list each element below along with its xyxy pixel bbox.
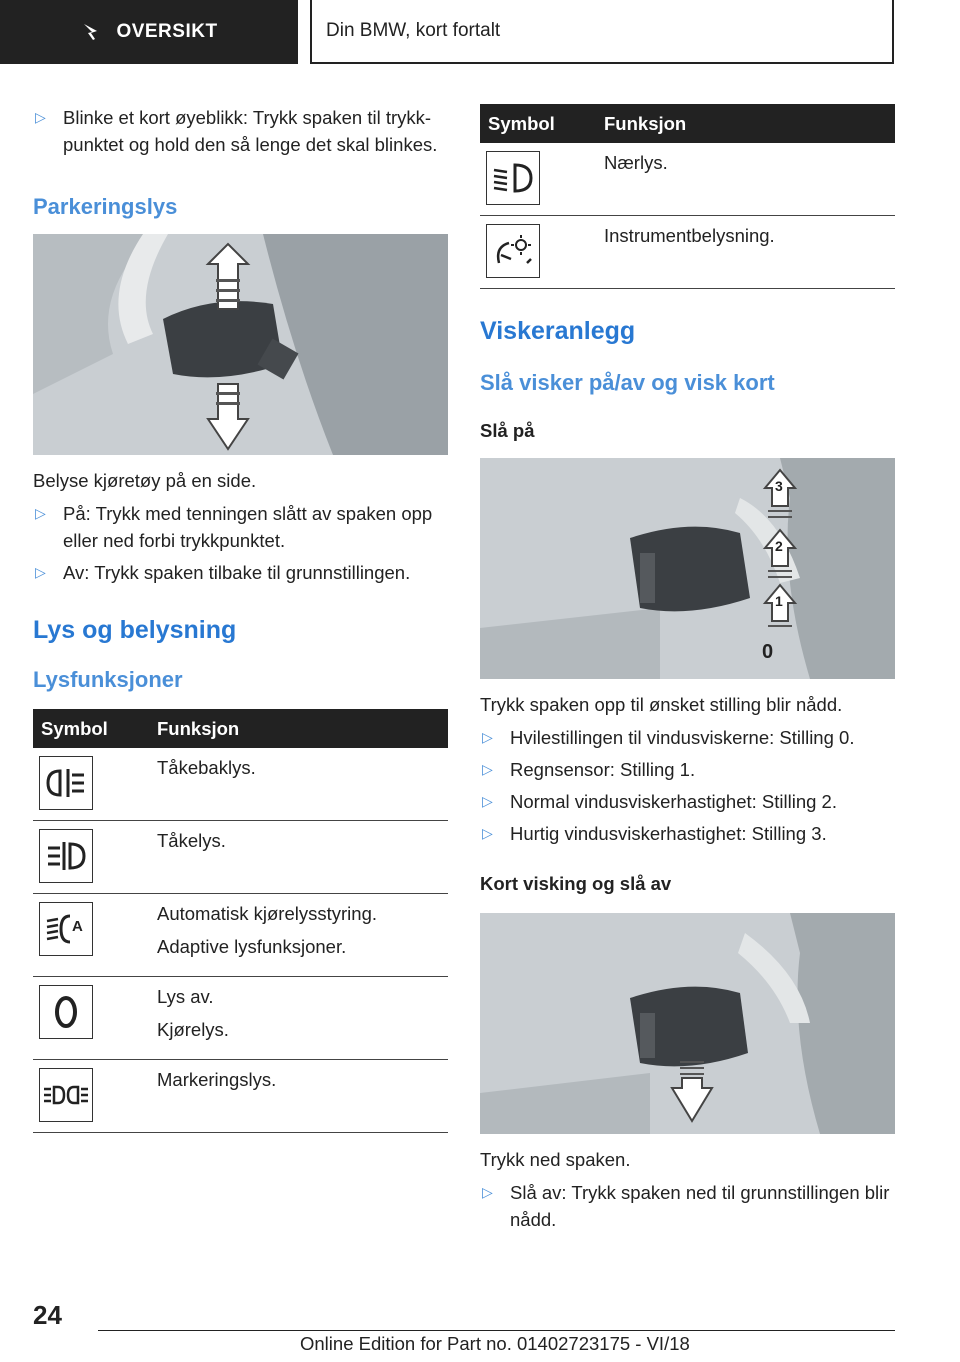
table-row (33, 748, 448, 821)
fog-light-icon (39, 829, 93, 883)
heading-short-wipe: Kort visking og slå av (480, 873, 672, 894)
list-item: ▷ Slå av: Trykk spaken ned til grunnstillingen blir nådd. (480, 1179, 895, 1233)
header-tab-label: OVERSIKT (116, 21, 218, 42)
bullet-triangle-icon: ▷ (35, 564, 46, 580)
col-function-header: Funksjon (149, 709, 448, 748)
rear-fog-light-icon (39, 756, 93, 810)
side-marker-light-icon (39, 1068, 93, 1122)
position-label-1: 1 (775, 593, 783, 609)
bullet-triangle-icon: ▷ (482, 729, 493, 745)
list-item: ▷ Av: Trykk spaken tilbake til grunnstillingen. (33, 559, 448, 586)
col-function-header: Funksjon (596, 104, 895, 143)
function-text: Kjørelys. (157, 1019, 229, 1040)
function-text: Nærlys. (604, 152, 668, 173)
subheading-light-functions: Lysfunksjoner (33, 667, 183, 692)
parking-description: Belyse kjøretøy på en side. (33, 470, 257, 491)
section-heading-parking: Parkeringslys (33, 194, 178, 219)
table-row (480, 216, 895, 289)
instrument-lighting-icon (486, 224, 540, 278)
bullet-triangle-icon: ▷ (482, 825, 493, 841)
function-text: Tåkelys. (157, 830, 226, 851)
table-row (480, 143, 895, 216)
svg-text:A: A (72, 918, 83, 935)
function-text: Tåkebaklys. (157, 757, 256, 778)
list-item: ▷ Normal vindusviskerhastighet: Stilling 2. (480, 788, 895, 815)
short-wipe-description: Trykk ned spaken. (480, 1149, 631, 1170)
col-symbol-header: Symbol (480, 104, 596, 143)
section-heading-lights: Lys og belysning (33, 616, 237, 644)
list-item: ▷ På: Trykk med tenningen slått av spaken opp eller ned forbi trykkpunktet. (33, 500, 448, 554)
page-number: 24 (33, 1300, 62, 1330)
position-label-0: 0 (762, 641, 774, 663)
parking-lever-photo (33, 234, 448, 455)
footer-edition: Online Edition for Part no. 01402723175 - VI/18 (300, 1333, 690, 1354)
page-header-title: Din BMW, kort fortalt (310, 0, 894, 64)
bullet-triangle-icon: ▷ (35, 109, 46, 125)
col-symbol-header: Symbol (33, 709, 149, 748)
table-row (33, 821, 448, 894)
wiper-lever-positions-photo (480, 458, 895, 679)
table-row (33, 1060, 448, 1133)
low-beam-icon (486, 151, 540, 205)
right-column (480, 104, 895, 1238)
wiper-lever-down-photo (480, 913, 895, 1134)
table-header-row (33, 709, 448, 748)
list-item: ▷ Hvilestillingen til vindusviskerne: Stilling 0. (480, 724, 895, 751)
star-icon (80, 21, 102, 43)
footer-divider (98, 1330, 895, 1331)
function-text: Automatisk kjørelysstyring. (157, 903, 377, 924)
function-text: Lys av. (157, 986, 214, 1007)
section-heading-wiper: Viskeranlegg (480, 317, 636, 345)
position-label-3: 3 (775, 478, 783, 494)
list-item: ▷ Blinke et kort øyeblikk: Trykk spaken til trykk-punktet og hold den så lenge det skal blinkes. (33, 104, 448, 158)
lights-off-icon (39, 985, 93, 1039)
bullet-triangle-icon: ▷ (482, 1184, 493, 1200)
subheading-wiper-on-off: Slå visker på/av og visk kort (480, 370, 775, 395)
function-text: Instrumentbelysning. (604, 225, 775, 246)
header-tab-oversikt[interactable] (0, 0, 298, 64)
function-text: Markeringslys. (157, 1069, 277, 1090)
list-item: ▷ Hurtig vindusviskerhastighet: Stilling 3. (480, 820, 895, 847)
bullet-triangle-icon: ▷ (35, 505, 46, 521)
switch-on-description: Trykk spaken opp til ønsket stilling blir nådd. (480, 694, 843, 715)
list-item: ▷ Regnsensor: Stilling 1. (480, 756, 895, 783)
function-text: Adaptive lysfunksjoner. (157, 936, 347, 957)
light-functions-table (33, 709, 448, 1133)
auto-headlight-icon (39, 902, 93, 956)
heading-switch-on: Slå på (480, 420, 535, 441)
table-row (33, 977, 448, 1060)
table-header-row (480, 104, 895, 143)
left-column (33, 100, 448, 1133)
light-functions-table-continued (480, 104, 895, 289)
position-label-2: 2 (775, 538, 783, 554)
bullet-triangle-icon: ▷ (482, 761, 493, 777)
bullet-triangle-icon: ▷ (482, 793, 493, 809)
table-row (33, 894, 448, 977)
